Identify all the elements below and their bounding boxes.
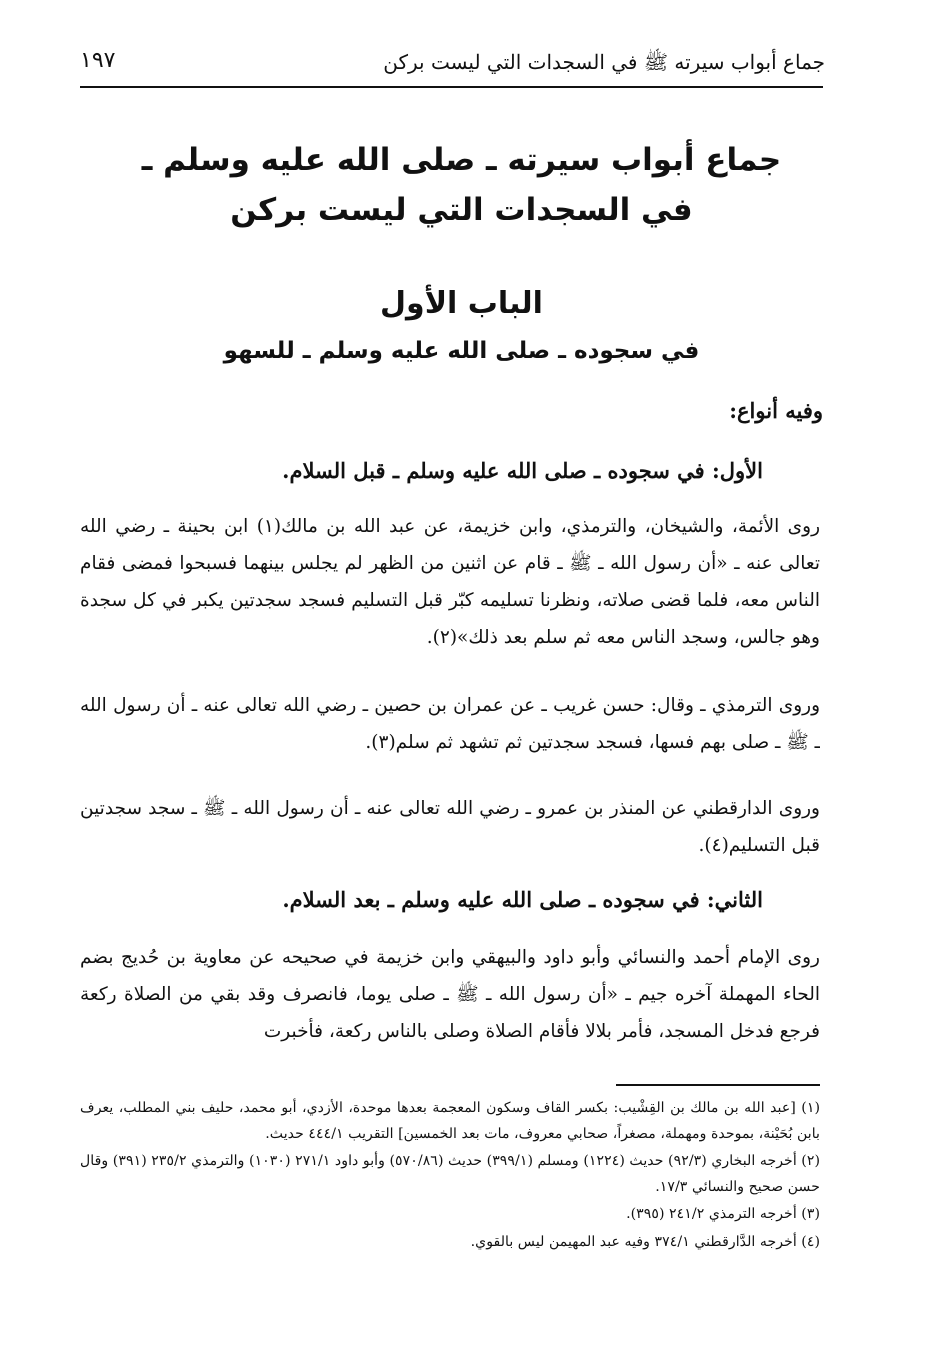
section-heading-first: الأول: في سجوده ـ صلى الله عليه وسلم ـ قبل السلام. xyxy=(282,458,763,483)
footnote-divider xyxy=(616,1084,820,1086)
paragraph-1: روى الأئمة، والشيخان، والترمذي، وابن خزيمة، عن عبد الله بن مالك(١) ابن بحينة ـ رضي الله تعالى عنه ـ «أن رسول الله ـ ﷺ ـ قام عن اثنين من الظهر لم يجلس بينهما فسبحوا فمضى فقام الناس معه، فلما قضى صلاته، ونظرنا تسليمه كبّر قبل التسليم فسجد سجدتين يكبر في كل سجدة وهو جالس، وسجد الناس معه ثم سلم بعد ذلك»(٢). xyxy=(80,516,820,648)
section-heading-second: الثاني: في سجوده ـ صلى الله عليه وسلم ـ بعد السلام. xyxy=(282,887,763,912)
page-number: ١٩٧ xyxy=(80,48,116,73)
footnote-3: (٣) أخرجه الترمذي ٢٤١/٢ (٣٩٥). xyxy=(626,1206,820,1222)
paragraph-3: وروى الدارقطني عن المنذر بن عمرو ـ رضي الله تعالى عنه ـ أن رسول الله ـ ﷺ ـ سجد سجدتين قبل التسليم(٤). xyxy=(80,798,820,856)
header-divider xyxy=(80,86,823,88)
footnote-4: (٤) أخرجه الدَّارقطني ٣٧٤/١ وفيه عبد المهيمن ليس بالقوي. xyxy=(470,1233,820,1250)
footnote-2: (٢) أخرجه البخاري (٩٢/٣) حديث (١٢٢٤) ومسلم (٣٩٩/١) حديث (٥٧٠/٨٦) وأبو داود ٢٧١/١ (١٠٣٠) والترمذي ٢٣٥/٢ (٣٩١) وقال حسن صحيح والنسائي ١٧/٣. xyxy=(80,1153,821,1195)
running-header-title: جماع أبواب سيرته ﷺ في السجدات التي ليست بركن xyxy=(383,50,825,74)
paragraph-2: وروى الترمذي ـ وقال: حسن غريب ـ عن عمران بن حصين ـ رضي الله تعالى عنه ـ أن رسول الله ـ ﷺ ـ صلى بهم فسها، فسجد سجدتين ثم تشهد ثم سلم(٣). xyxy=(80,695,820,753)
chapter-subtitle: في سجوده ـ صلى الله عليه وسلم ـ للسهو xyxy=(223,338,700,364)
chapter-heading: الباب الأول xyxy=(380,286,543,321)
paragraph-4: روى الإمام أحمد والنسائي وأبو داود والبيهقي وابن خزيمة في صحيحه عن معاوية بن حُديج بضم الحاء المهملة آخره جيم ـ «أن رسول الله ـ ﷺ ـ صلى يوما، فانصرف وقد بقي من الصلاة ركعة فرجع فدخل المسجد، فأمر بلالا فأقام الصلاة وصلى بالناس ركعة، فأخبرت xyxy=(80,947,820,1042)
main-title-line-1: جماع أبواب سيرته ـ صلى الله عليه وسلم ـ xyxy=(141,142,782,178)
footnotes xyxy=(80,1096,820,1257)
footnote-1: (١) [عبد الله بن مالك بن القِشْيب: بكسر القاف وسكون المعجمة بعدها موحدة، الأزدي، أبو محمد، حليف بني المطلب، يعرف بابن بُحَيْنة، بموحدة ومهملة، مصغراً، صحابي معروف، مات بعد الخمسين] التقريب ٤٤٤/١ حديث. xyxy=(80,1100,820,1142)
types-intro: وفيه أنواع: xyxy=(729,398,823,423)
main-title-line-2: في السجدات التي ليست بركن xyxy=(230,192,693,228)
